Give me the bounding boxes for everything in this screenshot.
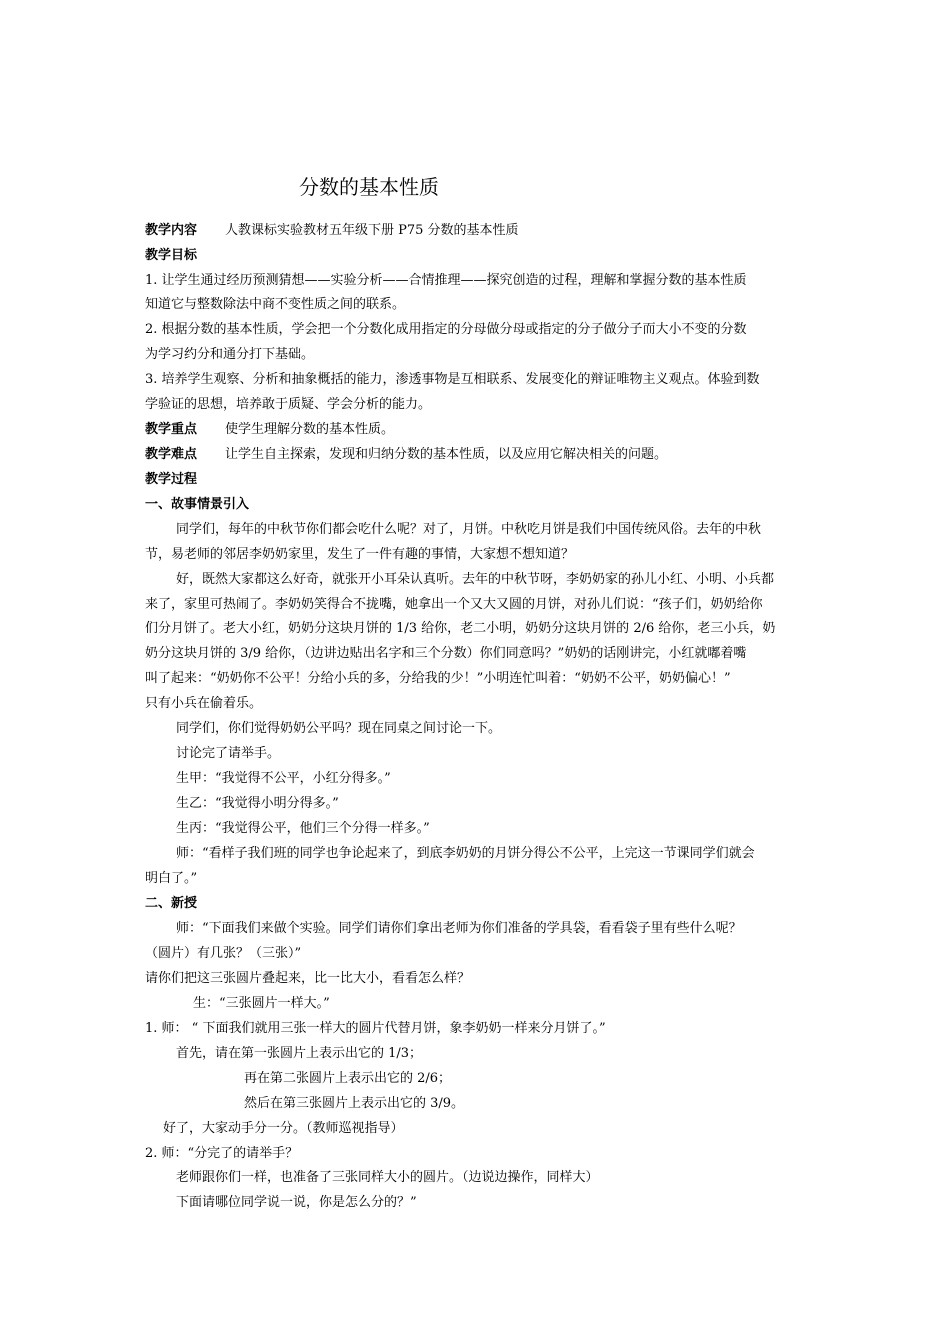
teaching-content-row: [145, 222, 519, 240]
paragraph-line: 好，既然大家都这么好奇，就张开小耳朵认真听。去年的中秋节呀，李奶奶家的孙儿小红、小明、小兵都: [176, 572, 775, 587]
objective-line: 2. 根据分数的基本性质，学会把一个分数化成用指定的分母做分母或指定的分子做分子而大小不变的分数: [145, 322, 747, 337]
paragraph-line: 首先，请在第一张圆片上表示出它的 1/3；: [176, 1046, 423, 1061]
section-heading: 一、故事情景引入: [145, 497, 250, 512]
paragraph-line: 生：“三张圆片一样大。”: [193, 996, 330, 1011]
paragraph-line: 然后在第三张圆片上表示出它的 3/9。: [244, 1096, 465, 1111]
paragraph-line: 生乙：“我觉得小明分得多。”: [176, 796, 339, 811]
paragraph-line: （圆片）有几张？（三张）”: [145, 946, 302, 961]
paragraph-line: 生甲：“我觉得不公平，小红分得多。”: [176, 771, 391, 786]
difficulty-row: [145, 446, 667, 464]
paragraph-line: 1. 师： “ 下面我们就用三张一样大的圆片代替月饼，象李奶奶一样来分月饼了。”: [145, 1021, 606, 1036]
objective-line: 为学习约分和通分打下基础。: [145, 347, 315, 362]
objective-line: 知道它与整数除法中商不变性质之间的联系。: [145, 297, 406, 312]
paragraph-line: 好了，大家动手分一分。（教师巡视指导）: [163, 1121, 404, 1136]
section-heading: 二、新授: [145, 896, 198, 911]
paragraph-line: 同学们，每年的中秋节你们都会吃什么呢？对了，月饼。中秋吃月饼是我们中国传统风俗。去年的中秋: [176, 522, 762, 537]
difficulty-text: 让学生自主探索，发现和归纳分数的基本性质，以及应用它解决相关的问题。: [225, 447, 668, 462]
paragraph-line: 来了，家里可热闹了。李奶奶笑得合不拢嘴，她拿出一个又大又圆的月饼，对孙儿们说：“孩子们，奶奶给你: [145, 597, 763, 612]
paragraph-line: 下面请哪位同学说一说，你是怎么分的？”: [176, 1195, 417, 1210]
paragraph-line: 奶分这块月饼的 3/9 给你，（边讲边贴出名字和三个分数）你们同意吗？”奶奶的话刚讲完，小红就嘟着嘴: [145, 646, 747, 661]
paragraph-line: 生丙：“我觉得公平，他们三个分得一样多。”: [176, 821, 430, 836]
teaching-content-label: 教学内容: [145, 223, 198, 238]
paragraph-line: 只有小兵在偷着乐。: [145, 696, 263, 711]
page-title: 分数的基本性质: [299, 175, 439, 199]
objective-line: 1. 让学生通过经历预测猜想——实验分析——合情推理——探究创造的过程，理解和掌握分数的基本性质: [145, 273, 747, 288]
difficulty-label: 教学难点: [145, 447, 198, 462]
paragraph-line: 师：“下面我们来做个实验。同学们请你们拿出老师为你们准备的学具袋，看看袋子里有些什么呢？: [176, 921, 742, 936]
paragraph-line: 请你们把这三张圆片叠起来，比一比大小，看看怎么样？: [145, 971, 471, 986]
paragraph-line: 老师跟你们一样，也准备了三张同样大小的圆片。（边说边操作，同样大）: [176, 1170, 599, 1185]
objective-line: 学验证的思想，培养敢于质疑、学会分析的能力。: [145, 397, 432, 412]
paragraph-line: 再在第二张圆片上表示出它的 2/6；: [244, 1071, 452, 1086]
key-point-text: 使学生理解分数的基本性质。: [225, 422, 395, 437]
objectives-heading: 教学目标: [145, 248, 198, 263]
paragraph-line: 节，易老师的邻居李奶奶家里，发生了一件有趣的事情，大家想不想知道？: [145, 547, 575, 562]
paragraph-line: 同学们，你们觉得奶奶公平吗？现在同桌之间讨论一下。: [176, 721, 502, 736]
paragraph-line: 们分月饼了。老大小红，奶奶分这块月饼的 1/3 给你，老二小明，奶奶分这块月饼的 2/6 给你，老三小兵，奶: [145, 621, 776, 636]
paragraph-line: 师：“看样子我们班的同学也争论起来了，到底李奶奶的月饼分得公不公平，上完这一节课同学们就会: [176, 846, 755, 861]
paragraph-line: 叫了起来：“奶奶你不公平！分给小兵的多，分给我的少！”小明连忙叫着：“奶奶不公平，奶奶偏心！”: [145, 671, 731, 686]
paragraph-line: 讨论完了请举手。: [176, 746, 281, 761]
objective-line: 3. 培养学生观察、分析和抽象概括的能力，渗透事物是互相联系、发展变化的辩证唯物主义观点。体验到数: [145, 372, 760, 387]
paragraph-line: 明白了。”: [145, 871, 198, 886]
teaching-content-text: 人教课标实验教材五年级下册 P75 分数的基本性质: [225, 223, 519, 238]
process-heading: 教学过程: [145, 472, 198, 487]
paragraph-line: 2. 师：“分完了的请举手？: [145, 1146, 299, 1161]
key-point-label: 教学重点: [145, 422, 198, 437]
key-point-row: [145, 421, 394, 439]
